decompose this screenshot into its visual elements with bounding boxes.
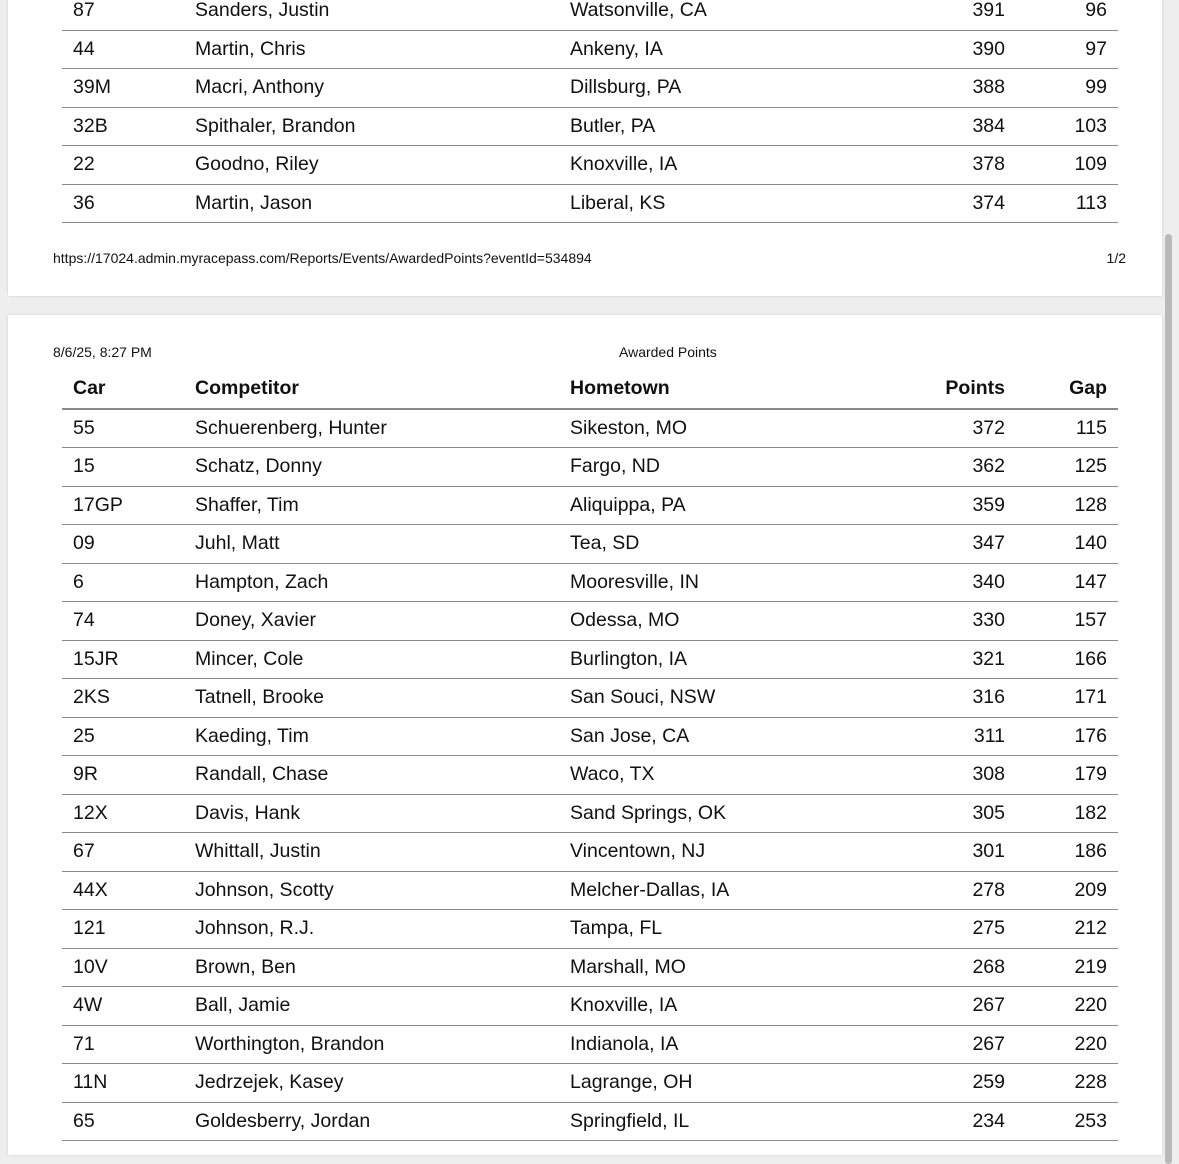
cell-points: 321 [972, 647, 1005, 670]
cell-competitor: Ball, Jamie [195, 994, 291, 1016]
cell-gap: 228 [1074, 1071, 1107, 1093]
footer-page-number: 1/2 [1106, 250, 1126, 266]
cell-competitor: Martin, Jason [195, 191, 313, 214]
cell-car: 17GP [73, 493, 123, 516]
cell-hometown: Knoxville, IA [570, 153, 678, 175]
cell-hometown: Sand Springs, OK [570, 801, 727, 824]
cell-hometown: Fargo, ND [570, 455, 660, 477]
print-date: 8/6/25, 8:27 PM [53, 344, 152, 360]
cell-gap: 115 [1075, 416, 1107, 439]
report-title: Awarded Points [619, 344, 717, 360]
cell-gap: 186 [1074, 840, 1107, 862]
cell-gap: 182 [1074, 801, 1107, 824]
points-table-page-1 [62, 0, 1118, 223]
cell-car: 36 [73, 191, 95, 214]
cell-points: 390 [972, 37, 1005, 60]
cell-car: 09 [73, 532, 95, 554]
cell-competitor: Hampton, Zach [195, 570, 329, 593]
points-table-page-2 [62, 370, 1118, 1141]
cell-car: 44X [73, 878, 108, 901]
cell-gap: 220 [1074, 1032, 1107, 1055]
table-row [62, 756, 1118, 795]
cell-hometown: Butler, PA [570, 114, 656, 137]
vertical-scrollbar[interactable] [1165, 234, 1172, 1164]
table-row [62, 146, 1118, 185]
cell-car: 74 [73, 609, 95, 631]
table-row [62, 108, 1118, 147]
table-row [62, 602, 1118, 641]
cell-points: 384 [972, 114, 1005, 137]
cell-hometown: Burlington, IA [570, 647, 688, 670]
header-competitor: Competitor [195, 377, 299, 399]
table-row [62, 949, 1118, 988]
cell-gap: 166 [1074, 647, 1107, 670]
cell-car: 65 [73, 1109, 95, 1132]
cell-competitor: Schatz, Donny [195, 455, 322, 477]
cell-hometown: San Souci, NSW [570, 686, 716, 708]
cell-gap: 176 [1074, 724, 1107, 747]
cell-points: 267 [972, 994, 1005, 1016]
table-row [62, 987, 1118, 1026]
cell-points: 340 [972, 570, 1005, 593]
cell-gap: 157 [1074, 609, 1107, 631]
cell-hometown: Dillsburg, PA [570, 76, 682, 98]
cell-gap: 113 [1075, 191, 1107, 214]
cell-gap: 97 [1085, 37, 1107, 60]
cell-competitor: Goodno, Riley [195, 153, 319, 175]
header-gap: Gap [1069, 377, 1107, 399]
cell-gap: 128 [1074, 493, 1107, 516]
cell-car: 2KS [73, 686, 110, 708]
report-page-1 [8, 0, 1162, 296]
cell-gap: 147 [1074, 570, 1107, 593]
cell-points: 316 [972, 686, 1005, 708]
cell-competitor: Macri, Anthony [195, 76, 324, 98]
table-row [62, 1064, 1118, 1103]
cell-competitor: Johnson, Scotty [195, 878, 334, 901]
cell-car: 67 [73, 840, 95, 862]
cell-car: 6 [73, 570, 84, 593]
cell-competitor: Davis, Hank [195, 801, 301, 824]
cell-gap: 220 [1074, 994, 1107, 1016]
cell-car: 15 [73, 455, 95, 477]
cell-points: 359 [972, 493, 1005, 516]
table-row [62, 31, 1118, 70]
cell-points: 267 [972, 1032, 1005, 1055]
table-row [62, 833, 1118, 872]
cell-competitor: Schuerenberg, Hunter [195, 416, 387, 439]
cell-car: 9R [73, 763, 98, 785]
table-row [62, 0, 1118, 31]
cell-competitor: Jedrzejek, Kasey [195, 1071, 344, 1093]
cell-car: 121 [73, 917, 106, 939]
cell-hometown: Knoxville, IA [570, 994, 678, 1016]
report-page-2 [8, 315, 1162, 1155]
cell-gap: 171 [1074, 686, 1107, 708]
cell-car: 25 [73, 724, 95, 747]
cell-competitor: Kaeding, Tim [195, 724, 309, 747]
cell-gap: 99 [1085, 76, 1107, 98]
cell-hometown: Marshall, MO [570, 955, 686, 978]
cell-gap: 109 [1074, 153, 1107, 175]
cell-car: 10V [73, 955, 108, 978]
cell-hometown: San Jose, CA [570, 724, 690, 747]
table-row [62, 1103, 1118, 1142]
cell-competitor: Martin, Chris [195, 37, 306, 60]
cell-points: 391 [972, 0, 1005, 21]
cell-competitor: Tatnell, Brooke [195, 686, 324, 708]
cell-car: 71 [73, 1032, 95, 1055]
cell-points: 378 [972, 153, 1005, 175]
table-row [62, 679, 1118, 718]
cell-gap: 212 [1074, 917, 1107, 939]
header-hometown: Hometown [570, 377, 670, 399]
cell-gap: 125 [1074, 455, 1107, 477]
cell-competitor: Brown, Ben [195, 955, 296, 978]
cell-hometown: Watsonville, CA [570, 0, 707, 21]
cell-gap: 253 [1074, 1109, 1107, 1132]
table-row [62, 69, 1118, 108]
cell-competitor: Goldesberry, Jordan [195, 1109, 371, 1132]
cell-gap: 209 [1074, 878, 1107, 901]
cell-points: 308 [972, 763, 1005, 785]
cell-hometown: Springfield, IL [570, 1109, 690, 1132]
cell-competitor: Whittall, Justin [195, 840, 321, 862]
cell-competitor: Johnson, R.J. [195, 917, 315, 939]
cell-points: 259 [972, 1071, 1005, 1093]
cell-points: 374 [972, 191, 1005, 214]
cell-hometown: Lagrange, OH [570, 1071, 693, 1093]
header-points: Points [945, 377, 1005, 399]
table-row [62, 641, 1118, 680]
cell-points: 275 [972, 917, 1005, 939]
header-car: Car [73, 377, 106, 399]
cell-car: 44 [73, 37, 95, 60]
cell-hometown: Waco, TX [570, 763, 655, 785]
cell-hometown: Mooresville, IN [570, 570, 699, 593]
cell-hometown: Indianola, IA [570, 1032, 679, 1055]
cell-competitor: Sanders, Justin [195, 0, 330, 21]
table-row [62, 525, 1118, 564]
table-row [62, 410, 1118, 449]
cell-car: 87 [73, 0, 95, 21]
cell-points: 278 [972, 878, 1005, 901]
cell-competitor: Doney, Xavier [195, 609, 317, 631]
cell-hometown: Aliquippa, PA [570, 493, 686, 516]
cell-competitor: Juhl, Matt [195, 532, 280, 554]
footer-url: https://17024.admin.myracepass.com/Reports/Events/AwardedPoints?eventId=534894 [53, 250, 592, 266]
cell-competitor: Spithaler, Brandon [195, 114, 356, 137]
cell-gap: 140 [1074, 532, 1107, 554]
table-row [62, 487, 1118, 526]
table-header-row [62, 370, 1118, 410]
cell-car: 12X [73, 801, 108, 824]
cell-gap: 103 [1074, 114, 1107, 137]
cell-car: 15JR [73, 647, 119, 670]
cell-gap: 219 [1074, 955, 1107, 978]
cell-competitor: Mincer, Cole [195, 647, 304, 670]
cell-hometown: Ankeny, IA [570, 37, 663, 60]
cell-hometown: Sikeston, MO [570, 416, 688, 439]
cell-gap: 179 [1074, 763, 1107, 785]
cell-points: 372 [972, 416, 1005, 439]
cell-points: 305 [972, 801, 1005, 824]
cell-hometown: Melcher-Dallas, IA [570, 878, 730, 901]
cell-points: 330 [972, 609, 1005, 631]
table-row [62, 448, 1118, 487]
cell-car: 22 [73, 153, 95, 175]
cell-car: 32B [73, 114, 108, 137]
cell-gap: 96 [1085, 0, 1107, 21]
table-row [62, 718, 1118, 757]
table-row [62, 872, 1118, 911]
table-row [62, 795, 1118, 834]
cell-hometown: Tea, SD [570, 532, 640, 554]
cell-hometown: Liberal, KS [570, 191, 666, 214]
table-row [62, 1026, 1118, 1065]
cell-hometown: Odessa, MO [570, 609, 680, 631]
cell-car: 39M [73, 76, 111, 98]
cell-competitor: Randall, Chase [195, 763, 329, 785]
table-row [62, 910, 1118, 949]
cell-competitor: Worthington, Brandon [195, 1032, 385, 1055]
cell-points: 347 [972, 532, 1005, 554]
table-row [62, 564, 1118, 603]
cell-points: 362 [972, 455, 1005, 477]
cell-car: 55 [73, 416, 95, 439]
cell-points: 311 [973, 724, 1005, 747]
cell-hometown: Tampa, FL [570, 917, 663, 939]
cell-car: 4W [73, 994, 103, 1016]
cell-points: 234 [972, 1109, 1005, 1132]
cell-points: 268 [972, 955, 1005, 978]
cell-points: 301 [972, 840, 1005, 862]
table-row [62, 185, 1118, 224]
cell-points: 388 [972, 76, 1005, 98]
cell-competitor: Shaffer, Tim [195, 493, 299, 516]
cell-car: 11N [73, 1071, 108, 1093]
cell-hometown: Vincentown, NJ [570, 840, 706, 862]
